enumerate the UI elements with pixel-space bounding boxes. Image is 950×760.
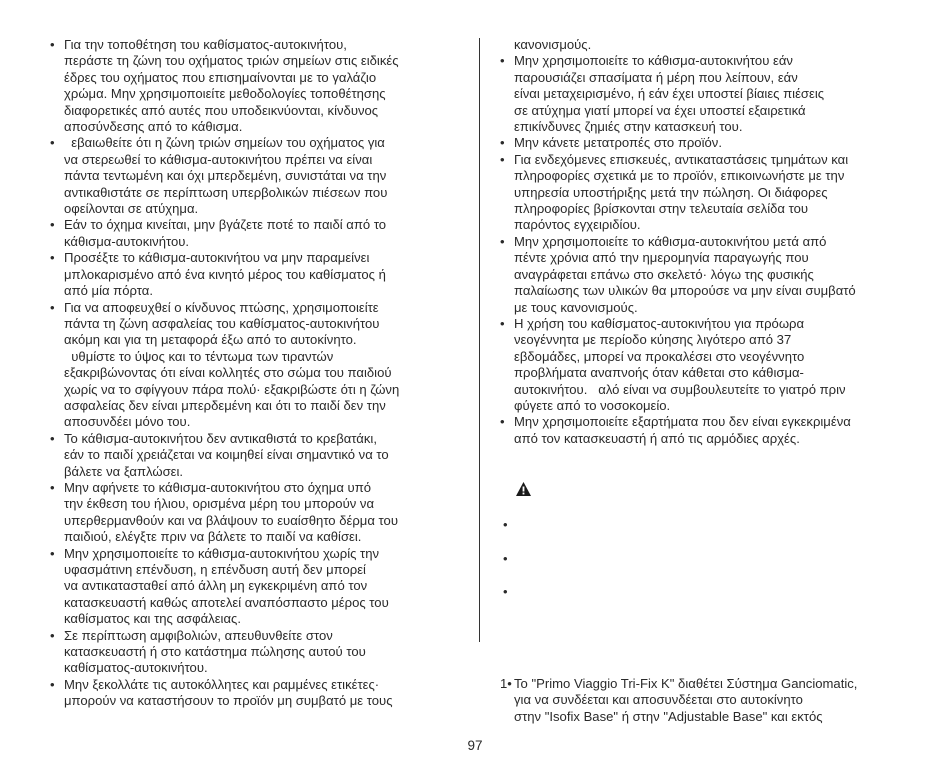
list-item	[50, 250, 462, 299]
column-divider	[479, 38, 480, 642]
list-item-line: χρώμα. Μην χρησιμοποιείτε μεθοδολογίες τοποθέτησης	[64, 86, 386, 102]
list-item-line: να στερεωθεί το κάθισμα-αυτοκινήτου πρέπει να είναι	[64, 151, 373, 167]
list-item-line: παρόντος εγχειριδίου.	[514, 217, 641, 233]
list-item-line: προβλήματα αναπνοής όταν κάθεται στο κάθισμα-	[514, 365, 804, 381]
bullet-marker: •	[500, 233, 505, 249]
list-item-line: πληροφορίες σχετικά με το προϊόν, επικοινωνήστε με την	[514, 168, 845, 184]
list-item	[500, 135, 918, 151]
list-item-line: παιδιού, ελέγξτε πριν να βάλετε το παιδί να καθίσει.	[64, 529, 362, 545]
list-item-line: διαφορετικές από αυτές που υποδεικνύονται, κίνδυνος	[64, 102, 379, 118]
list-item-line: Μην ξεκολλάτε τις αυτοκόλλητες και ραμμένες ετικέτες·	[64, 676, 380, 692]
list-item-line: να αντικατασταθεί από άλλη μη εγκεκριμένη από τον	[64, 578, 368, 594]
list-item	[50, 677, 462, 710]
list-item-line: χωρίς να το σφίγγουν πάρα πολύ· εξακριβώστε ότι η ζώνη	[64, 381, 400, 397]
list-item-line: Μην κάνετε μετατροπές στο προϊόν.	[514, 135, 722, 151]
bullet-marker: •	[50, 299, 55, 315]
bullet-marker: •	[500, 315, 505, 331]
list-item-line: από τον κατασκευαστή ή από τις αρμόδιες αρχές.	[514, 430, 800, 446]
list-item-line: αυτοκινήτου. αλό είναι να συμβουλευτείτε το γιατρό πριν	[514, 381, 846, 397]
list-item	[50, 546, 462, 628]
list-item	[50, 37, 462, 135]
bullet-marker: •	[500, 151, 505, 167]
list-item-line: έδρες του οχήματος που επισημαίνονται με το γαλάζιο	[64, 69, 377, 85]
list-item-line: ασφαλείας δεν είναι μπερδεμένη και ότι το παιδί δεν την	[64, 397, 386, 413]
right-column	[500, 37, 918, 447]
list-item-line: πληροφορίες βρίσκονται στην τελευταία σελίδα του	[514, 201, 809, 217]
list-item-line: με τους κανονισμούς.	[514, 299, 638, 315]
list-item-line: οφείλονται σε ατύχημα.	[64, 201, 199, 217]
list-item	[50, 431, 462, 480]
list-item-line: πάντα τεντωμένη και όχι μπερδεμένη, συνιστάται να την	[64, 168, 387, 184]
bullet-marker: •	[500, 135, 505, 151]
bullet-marker: •	[500, 414, 505, 430]
bullet-marker: •	[50, 627, 55, 643]
list-item	[500, 53, 918, 135]
list-item-line: αποσυνδέει μόνο του.	[64, 414, 191, 430]
empty-bullet: •	[503, 551, 508, 566]
numbered-item-line: Το "Primo Viaggio Tri-Fix K" διαθέτει Σύστημα Ganciomatic,	[514, 676, 858, 691]
list-item-line: Η χρήση του καθίσματος-αυτοκινήτου για πρόωρα	[514, 315, 805, 331]
list-item	[50, 300, 462, 431]
numbered-item-line: για να συνδέεται και αποσυνδέεται στο αυτοκίνητο	[514, 692, 803, 708]
numbered-item-text	[500, 676, 920, 725]
list-item-line: υθμίστε το ύψος και το τέντωμα των τιραντών	[64, 348, 334, 364]
empty-bullet: •	[503, 517, 508, 532]
list-item	[500, 316, 918, 414]
list-item-line: καθίσματος-αυτοκινήτου.	[64, 660, 208, 676]
list-item-line: Μην χρησιμοποιείτε εξαρτήματα που δεν είναι εγκεκριμένα	[514, 414, 851, 430]
bullet-marker: •	[50, 545, 55, 561]
list-item	[500, 152, 918, 234]
list-item-line: μπορούν να καταστήσουν το προϊόν μη συμβατό με τους	[64, 693, 393, 709]
list-item-line: υπερθερμανθούν και να βλάψουν το ευαίσθητο δέρμα του	[64, 512, 398, 528]
list-item-line: σε ατύχημα γιατί μπορεί να έχει υποστεί εξαιρετικά	[514, 102, 806, 118]
warning-triangle-icon	[515, 481, 532, 497]
left-bullet-list	[50, 37, 462, 710]
list-item-line: Μην χρησιμοποιείτε το κάθισμα-αυτοκινήτου μετά από	[514, 233, 827, 249]
list-item-line: από μία πόρτα.	[64, 283, 153, 299]
list-item-line: κατασκευαστή καθώς αποτελεί αναπόσπαστο μέρος του	[64, 594, 389, 610]
list-item-line: πάντα τη ζώνη ασφαλείας του καθίσματος-αυτοκινήτου	[64, 315, 380, 331]
list-item-line: βάλετε να ξαπλώσει.	[64, 463, 184, 479]
bullet-marker: •	[50, 217, 55, 233]
list-item	[500, 234, 918, 316]
list-item-line: υπηρεσία υποστήριξης μετά την πώληση. Οι διάφορες	[514, 184, 828, 200]
right-bullet-list	[500, 53, 918, 447]
left-column	[50, 37, 462, 710]
bullet-marker: •	[50, 676, 55, 692]
list-item-line: εβδομάδες, μπορεί να προκαλέσει στο νεογέννητο	[514, 348, 805, 364]
list-item-line: κάθισμα-αυτοκινήτου.	[64, 233, 190, 249]
continuation-text: κανονισμούς.	[514, 37, 592, 52]
list-item	[50, 135, 462, 217]
page-number: 97	[467, 738, 483, 753]
bullet-marker: •	[50, 135, 55, 151]
list-item-line: Το κάθισμα-αυτοκινήτου δεν αντικαθιστά το κρεβατάκι,	[64, 430, 377, 446]
list-item-line: αναγράφεται επάνω στο σκελετό· λόγω της φυσικής	[514, 266, 814, 282]
numbered-item-line: στην "Isofix Base" ή στην "Adjustable Base" και εκτός	[514, 708, 823, 724]
list-item-line: επικίνδυνες ζημιές στην κατασκευή του.	[514, 119, 743, 135]
list-item-line: Εάν το όχημα κινείται, μην βγάζετε ποτέ το παιδί από το	[64, 217, 387, 233]
numbered-item	[500, 676, 920, 725]
list-item-line: φύγετε από το νοσοκομείο.	[514, 397, 671, 413]
list-item-line: Για ενδεχόμενες επισκευές, αντικαταστάσεις τμημάτων και	[514, 151, 849, 167]
list-item-line: πέντε χρόνια από την ημερομηνία παραγωγής που	[514, 250, 809, 266]
list-item-line: παρουσιάζει σπασίματα ή μέρη που λείπουν, εάν	[514, 69, 798, 85]
list-item	[50, 480, 462, 546]
list-item	[50, 217, 462, 250]
bullet-marker: •	[50, 250, 55, 266]
list-item-line: Προσέξτε το κάθισμα-αυτοκινήτου να μην παραμείνει	[64, 250, 370, 266]
list-item-line: εξακριβώνοντας ότι είναι κολλητές στο σώμα του παιδιού	[64, 365, 392, 381]
list-item-line: Μην χρησιμοποιείτε το κάθισμα-αυτοκινήτου χωρίς την	[64, 545, 380, 561]
list-item-line: είναι μεταχειρισμένο, ή εάν έχει υποστεί βίαιες πιέσεις	[514, 86, 825, 102]
list-item-line: αντικαθιστάτε σε περίπτωση υπερβολικών πιέσεων που	[64, 184, 388, 200]
list-item-line: κατασκευαστή ή στο κατάστημα πώλησης αυτού του	[64, 644, 366, 660]
empty-bullet: •	[503, 584, 508, 599]
list-item-line: καθίσματος και της ασφάλειας.	[64, 611, 241, 627]
list-item-line: Μην αφήνετε το κάθισμα-αυτοκινήτου στο όχημα υπό	[64, 479, 372, 495]
list-item-line: περάστε τη ζώνη του οχήματος τριών σημείων στις ειδικές	[64, 53, 399, 69]
list-item-line: ακόμη και για τη μεταφορά έξω από το αυτοκίνητο.	[64, 332, 357, 348]
list-item-line: αποσύνδεσης από το κάθισμα.	[64, 119, 243, 135]
bullet-marker: •	[500, 53, 505, 69]
list-item	[500, 414, 918, 447]
bullet-marker: •	[50, 479, 55, 495]
list-item-line: εάν το παιδί χρειάζεται να κοιμηθεί είναι σημαντικό να το	[64, 447, 389, 463]
list-item-line: μπλοκαρισμένο από ένα κινητό μέρος του καθίσματος ή	[64, 266, 386, 282]
list-item-line: υφασμάτινη επένδυση, η επένδυση αυτή δεν μπορεί	[64, 562, 366, 577]
bullet-marker: •	[50, 37, 55, 52]
bullet-marker: •	[50, 430, 55, 446]
list-item-line: νεογέννητα με περίοδο κύησης λιγότερο από 37	[514, 332, 792, 348]
item-number: 1•	[500, 676, 512, 691]
list-item-line: εβαιωθείτε ότι η ζώνη τριών σημείων του οχήματος για	[64, 135, 385, 151]
list-item	[50, 628, 462, 677]
list-item-line: Για να αποφευχθεί ο κίνδυνος πτώσης, χρησιμοποιείτε	[64, 299, 379, 315]
list-item-line: Για την τοποθέτηση του καθίσματος-αυτοκινήτου,	[64, 37, 347, 52]
list-item-line: Σε περίπτωση αμφιβολιών, απευθυνθείτε στον	[64, 627, 333, 643]
list-item-line: Μην χρησιμοποιείτε το κάθισμα-αυτοκινήτου εάν	[514, 53, 793, 69]
list-item-line: παλαίωσης των υλικών θα μπορούσε να μην είναι συμβατό	[514, 283, 856, 299]
list-item-line: την έκθεση του ήλιου, ορισμένα μέρη του μπορούν να	[64, 496, 375, 512]
